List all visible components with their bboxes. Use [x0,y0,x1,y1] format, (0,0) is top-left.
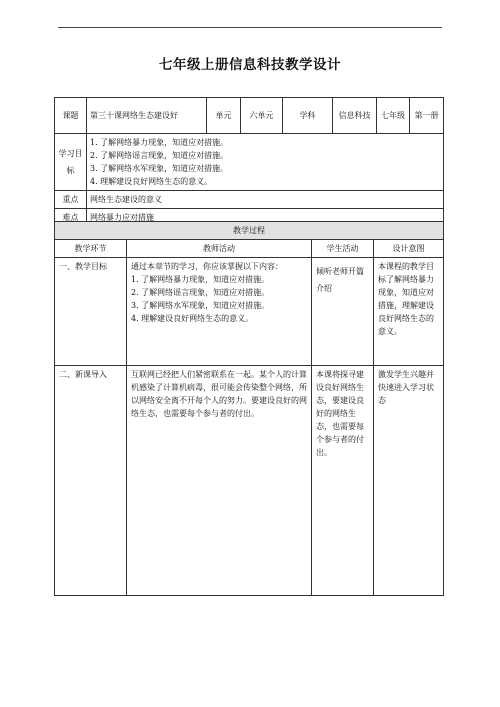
subject-label: 学科 [283,98,333,134]
process-header-row [55,240,444,258]
design-intent-cell: 本课程的教学目标了解网络暴力现象，知道应对措施，理解建设良好网络生态的意义。 [374,258,444,366]
objective-item: 2. 了解网络谣言现象，知道应对措施。 [131,288,270,297]
course-label: 课题 [55,98,87,134]
col-header-teacher: 教师活动 [127,240,312,258]
key-value: 网络生态建设的意义 [87,191,444,209]
goals-label: 学习目标 [55,134,87,191]
table-row [55,258,444,366]
student-activity-cell: 倾听老师开篇介绍 [312,258,374,366]
objective-item: 4. 理解建设良好网络生态的意义。 [131,314,254,323]
goal-item: 1. 了解网络暴力现象，知道应对措施。 [90,138,229,147]
table-row [55,366,444,596]
teacher-activity-cell: 互联网已经把人们紧密联系在一起。某个人的计算机感染了计算机病毒，很可能会传染整个网络，所以网络安全离不开每个人的努力。要建设良好的网络生态，也需要每个参与者的付出。 [127,366,312,596]
stage-cell: 二、新课导入 [55,366,127,596]
design-intent-cell: 激发学生兴趣并快速进入学习状态 [374,366,444,596]
stage-cell: 一、教学目标 [55,258,127,366]
key-row [55,191,444,209]
goal-item: 2. 了解网络谣言现象，知道应对措施。 [90,151,229,160]
goals-list [90,136,440,188]
page-title: 七年级上册信息科技教学设计 [159,57,341,73]
goals-row [55,134,444,191]
teaching-process-table [54,221,444,596]
teacher-objectives-list [131,273,307,325]
lesson-info-table [54,97,444,227]
teacher-activity-cell [127,258,312,366]
course-row [55,98,444,134]
key-label: 重点 [55,191,87,209]
unit-value: 六单元 [241,98,283,134]
process-section-title: 教学过程 [55,222,444,240]
col-header-intent: 设计意图 [374,240,444,258]
course-value: 第三十课网络生态建设好 [87,98,207,134]
grade-value: 七年级 [377,98,410,134]
goal-item: 4. 理解建设良好网络生态的意义。 [90,177,213,186]
objective-item: 3. 了解网络水军现象，知道应对措施。 [131,301,270,310]
col-header-stage: 教学环节 [55,240,127,258]
goal-item: 3. 了解网络水军现象，知道应对措施。 [90,164,229,173]
subject-value: 信息科技 [333,98,377,134]
header-rule [58,27,442,28]
volume-value: 第一册 [410,98,444,134]
process-title-row [55,222,444,240]
unit-label: 单元 [207,98,241,134]
goals-content [87,134,444,191]
teacher-intro: 通过本章节的学习，你应该掌握以下内容： [131,262,283,271]
difficulty-label: 难点 [55,209,87,227]
difficulty-value: 网络暴力应对措施 [87,209,444,227]
objective-item: 1. 了解网络暴力现象，知道应对措施。 [131,275,270,284]
col-header-student: 学生活动 [312,240,374,258]
student-activity-cell: 本课将探寻建设良好网络生态，要建设良好的网络生态，也需要每个参与者的付出。 [312,366,374,596]
